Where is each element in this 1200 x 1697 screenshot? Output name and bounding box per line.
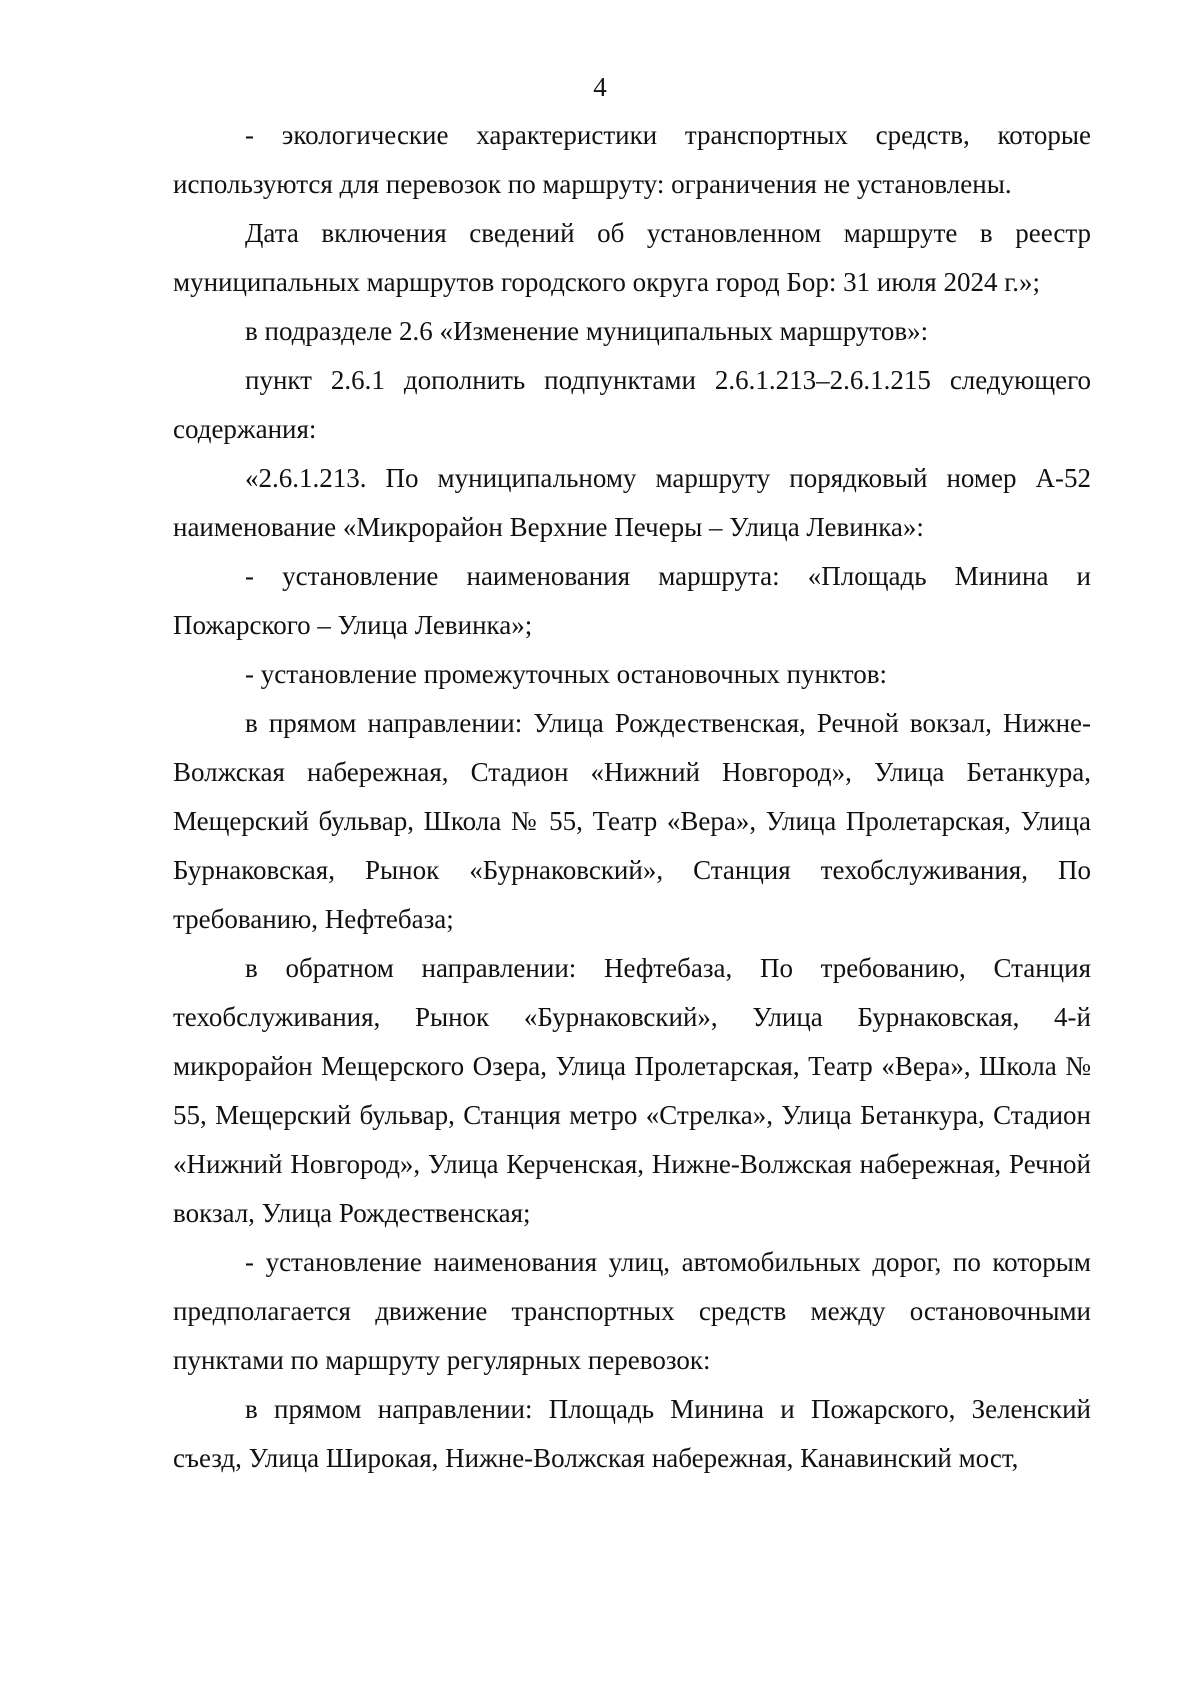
- paragraph-reverse-direction-stops: в обратном направлении: Нефтебаза, По требованию, Станция техобслуживания, Рынок «Бурнаковский», Улица Бурнаковская, 4-й микрорайон Мещерского Озера, Улица Пролетарская, Театр «Вера», Школа № 55, Мещерский бульвар, Станция метро «Стрелка», Улица Бетанкура, Стадион «Нижний Новгород», Улица Керченская, Нижне-Волжская набережная, Речной вокзал, Улица Рождественская;: [173, 953, 1091, 1228]
- paragraph-forward-direction-streets: в прямом направлении: Площадь Минина и Пожарского, Зеленский съезд, Улица Широкая, Нижне-Волжская набережная, Канавинский мост,: [173, 1394, 1091, 1473]
- paragraph-item-2-6-1: пункт 2.6.1 дополнить подпунктами 2.6.1.213–2.6.1.215 следующего содержания:: [173, 365, 1091, 444]
- paragraph-intermediate-stops: - установление промежуточных остановочных пунктов:: [245, 659, 887, 689]
- paragraph-route-name: - установление наименования маршрута: «Площадь Минина и Пожарского – Улица Левинка»;: [173, 561, 1091, 640]
- paragraph-subsection-2-6: в подразделе 2.6 «Изменение муниципальных маршрутов»:: [245, 316, 929, 346]
- paragraph-ecological-characteristics: - экологические характеристики транспортных средств, которые используются для перевозок по маршруту: ограничения не установлены.: [173, 120, 1091, 199]
- paragraph-route-a52: «2.6.1.213. По муниципальному маршруту порядковый номер А-52 наименование «Микрорайон Верхние Печеры – Улица Левинка»:: [173, 463, 1091, 542]
- paragraph-streets-names: - установление наименования улиц, автомобильных дорог, по которым предполагается движение транспортных средств между остановочными пунктами по маршруту регулярных перевозок:: [173, 1247, 1091, 1375]
- page-number: 4: [593, 72, 607, 102]
- paragraph-registry-date: Дата включения сведений об установленном маршруте в реестр муниципальных маршрутов городского округа город Бор: 31 июля 2024 г.»;: [173, 218, 1091, 297]
- document-body: [173, 111, 1091, 1483]
- paragraph-forward-direction-stops: в прямом направлении: Улица Рождественская, Речной вокзал, Нижне-Волжская набережная, Стадион «Нижний Новгород», Улица Бетанкура, Мещерский бульвар, Школа № 55, Театр «Вера», Улица Пролетарская, Улица Бурнаковская, Рынок «Бурнаковский», Станция техобслуживания, По требованию, Нефтебаза;: [173, 708, 1091, 934]
